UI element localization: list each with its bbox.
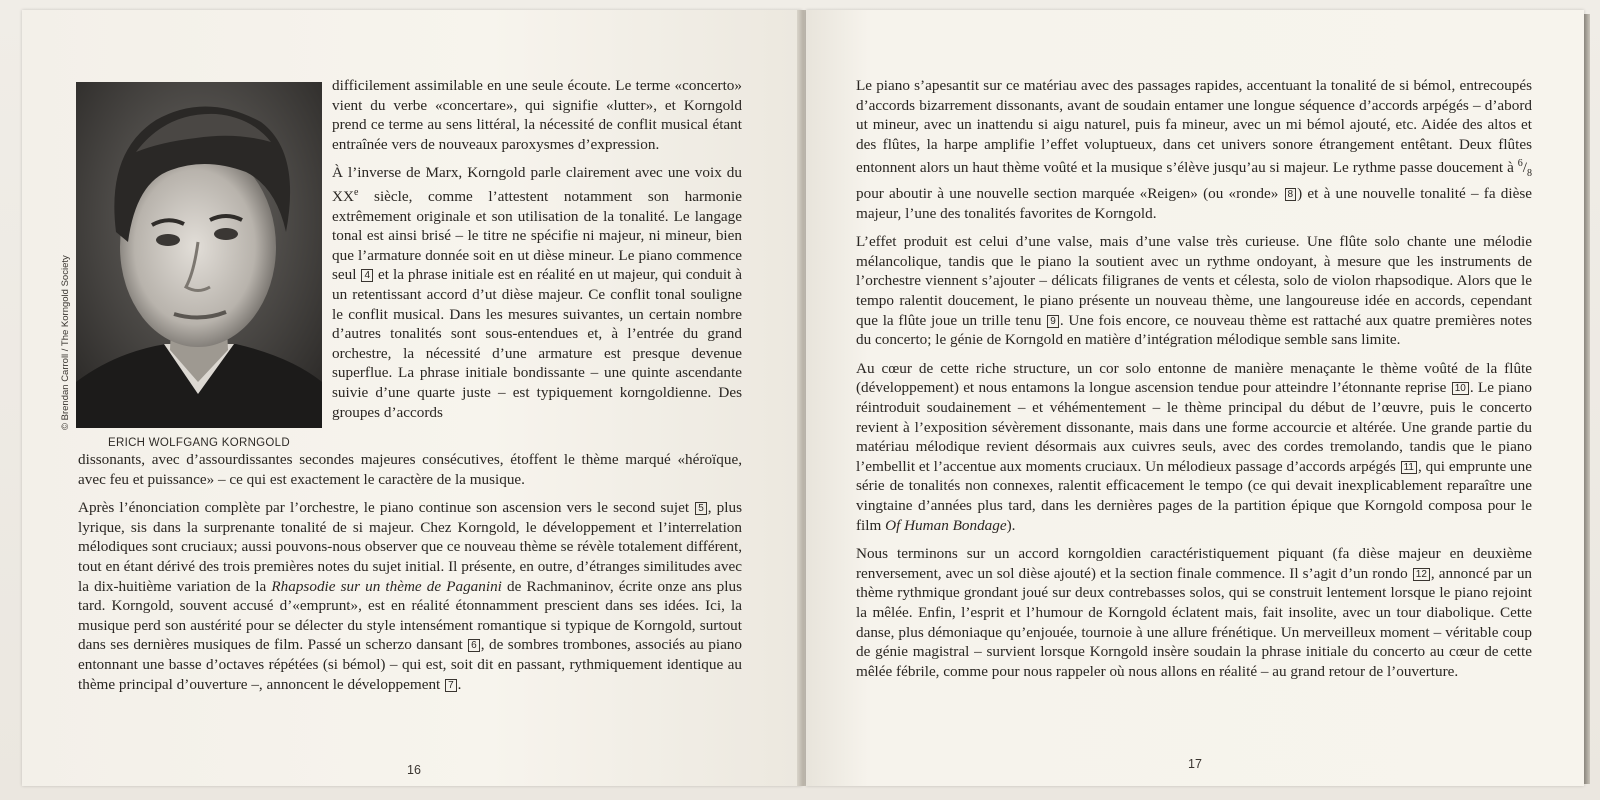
photo-caption: ERICH WOLFGANG KORNGOLD [108,437,290,449]
page-number: 16 [407,763,421,777]
paragraph: L’effet produit est celui d’une valse, mais d’une valse très curieuse. Une flûte solo chante une mélodie mélancolique, tandis que le piano la soutient avec un rythme ondoyant, à mesure que les instruments de l’orchestre viennent s’ajouter – délicats filigranes de vents et célesta, solo de violon rhapsodique. Alors que le tempo ralentit doucement, le piano présente un nouveau thème, une langoureuse idée en accords, cependant que la flûte joue un trille tenu 9 . Une fois encore, ce nouveau thème est rattaché aux quatre premières notes du concerto; le génie de Korngold en matière d’intégration mélodique semble sans limite. [856,233,1533,349]
booklet-spread: © Brendan Carroll / The Korngold Society ERICH WOLFGANG KORNGOLD difficilement assimilable en une seule écoute. Le terme «concerto» vient du verbe «concertare», qui signifie «lutter», et Korngold prend ce terme au sens littéral, la nécessité de conflit musical étant entraînée vers de nouveaux paroxysmes d’expression. À l’inverse de Marx, Korngold parle clairement avec une voix du XXe siècle, comme l’attestent notamment son harmonie extrêmement originale et son utilisation de la tonalité. Le langage tonal est ainsi brisé – le titre ne spécifie ni majeur, ni mineur, bien que l’armature donnée soit en ut dièse mineur. Le piano commence seul 4 et la phrase initiale est en réalité en ut majeur, qui conduit à un retentissant accord d’ut dièse majeur. Ce conflit tonal souligne le conflit musical. Dans les mesures suivantes, un certain nombre d’autres tonalités sont sous-entendues et, à l’entrée du grand orchestre, la nécessité d’une armature est presque devenue superflue. La phrase initiale bondissante – une quinte ascendante suivie d’une quarte juste – est typiquement korngoldienne. Des groupes d’accords dissonants, avec d’assourdissantes secondes majeures consécutives, étoffent le thème marqué «héroïque, avec feu et puissance» – ce qui est exactement le caractère de la musique. Après l’énonciation complète par l’orchestre, le piano continue son ascension vers le second sujet 5 , plus lyrique, sis dans la surprenante tonalité de si majeur. Chez Korngold, le développement et l’interrelation mélodiques sont cruciaux; aussi pouvons-nous observer que ce nouveau thème se révèle totalement différent, tout en étant dérivé des trois premières notes du sujet initial. Il présente, en outre, d’étranges similitudes avec la dix-huitième variation de la Rhapsodie sur un thème de Paganini de Rachmaninov, écrite onze ans plus tard. Korngold, souvent accusé d’«emprunt», est en réalité étonnamment prescient dans ses idées. Ici, la musique perd son austérité pour se délecter du style intensément romantique si typique de Korngold, surtout dans ses dernières musiques de film. Passé un scherzo dansant 6 , de sombres trombones, associés au piano entonnant une basse d’octaves répétées (si bémol) – qui est, soit dit en passant, rythmiquement identique au thème principal d’ouverture –, annoncent le développement 7 . 16 Le piano s’apesantit sur ce matériau avec des passages rapides, accentuant la tonalité de si bémol, entrecoupés d’accords bizarrement dissonants, avant de soudain entamer une longue séquence d’accords arpégés – d’abord ut mineur, avec un inattendu si aigu naturel, puis fa mineur, avec un mi bémol ajouté, etc. Aidée des altos et des flûtes, la harpe amplifie l’effet voluptueux, dans cet univers sonore étrangement entêtant. Deux flûtes entonnent alors un haut thème voûté et la musique s’élève jusqu’au si majeur. Le rythme passe doucement à $^6/_8$ pour aboutir à une nouvelle section marquée «Reigen» (ou «ronde» 8 ) et à une nouvelle tonalité – fa dièse majeur, l’une des tonalités favorites de Korngold. L’effet produit est celui d’une valse, mais d’une valse très curieuse. Une flûte solo chante une mélodie mélancolique, tandis que le piano la soutient avec un rythme ondoyant, à mesure que les instruments de l’orchestre viennent s’ajouter – délicats filigranes de vents et célesta, solo de violon rhapsodique. Alors que le tempo ralentit doucement, le piano présente un nouveau thème, une langoureuse idée en accords, cependant que la flûte joue un trille tenu 9 . Une fois encore, ce nouveau thème est rattaché aux quatre premières notes du concerto; le génie de Korngold en matière d’intégration mélodique semble sans limite. Au cœur de cette riche structure, un cor solo entonne de manière menaçante le thème voûté de la flûte (développement) et nous entamons la longue ascension tendue pour atteindre l’étonnante reprise 10 . Le piano réintroduit soudainement – et véhémentement – le thème principal du début de l’œuvre, puis le concerto revient à l’exposition sévèrement dissonante, mais dans une forme accourcie et altérée. Une grande partie du matériau mélodique revient désormais aux cuivres seuls, avec des cordes tremolando, tandis que le piano l’embellit et l’accentue aux moments cruciaux. Un mélodieux passage d’accords arpégés 11 , qui emprunte une série de tonalités non connexes, ralentit efficacement le tempo (ce qui devait inexplicablement reparaître une vingtaine d’années plus tard, dans les dernières pages de la partition épique que Korngold composa pour le film Of Human Bondage). Nous terminons sur un accord korngoldien caractéristiquement piquant (fa dièse majeur en deuxième renversement, avec un sol dièse ajouté) et la section finale commence. Il s’agit d’un rondo 12 , annoncé par un thème rythmique grondant joué sur deux contrebasses solos, qui se construit lentement lorsque le piano rejoint la mêlée. Enfin, l’esprit et l’humour de Korngold éclatent mais, fait insolite, avec un tour diabolique. Cette danse, plus démoniaque qu’enjouée, tournoie à une allure frénétique. Un merveilleux moment – véritable coup de génie magistral – survient lorsque Korngold insère soudain la phrase initiale du concerto au cœur de cette mêlée fébrile, comme pour nous rappeler où nous allons en réalité – au grand retour de l’ouverture. 17 [0,0,1600,800]
track-marker: 5 [695,502,707,515]
paragraph: Après l’énonciation complète par l’orchestre, le piano continue son ascension vers le second sujet 5 , plus lyrique, sis dans la surprenante tonalité de si majeur. Chez Korngold, le développement et l’interrelation mélodiques sont cruciaux; aussi pouvons-nous observer que ce nouveau thème se révèle totalement différent, tout en étant dérivé des trois premières notes du sujet initial. Il présente, en outre, d’étranges similitudes avec la dix-huitième variation de la Rhapsodie sur un thème de Paganini de Rachmaninov, écrite onze ans plus tard. Korngold, souvent accusé d’«emprunt», est en réalité étonnamment prescient dans ses idées. Ici, la musique perd son austérité pour se délecter du style intensément romantique si typique de Korngold, surtout dans ses dernières musiques de film. Passé un scherzo dansant 6 , de sombres trombones, associés au piano entonnant une basse d’octaves répétées (si bémol) – qui est, soit dit en passant, rythmiquement identique au thème principal d’ouverture –, annoncent le développement 7 . [78,499,742,693]
page-edge [1584,14,1590,784]
track-marker: 7 [445,679,457,692]
track-marker: 10 [1452,382,1469,395]
left-column-text [332,76,742,422]
paragraph: Au cœur de cette riche structure, un cor solo entonne de manière menaçante le thème voûté de la flûte (développement) et nous entamons la longue ascension tendue pour atteindre l’étonnante reprise 10 . Le piano réintroduit soudainement – et véhémentement – le thème principal du début de l’œuvre, puis le concerto revient à l’exposition sévèrement dissonante, mais dans une forme accourcie et altérée. Une grande partie du matériau mélodique revient désormais aux cuivres seuls, avec des cordes tremolando, tandis que le piano l’embellit et l’accentue aux moments cruciaux. Un mélodieux passage d’accords arpégés 11 , qui emprunte une série de tonalités non connexes, ralentit efficacement le tempo (ce qui devait inexplicablement reparaître une vingtaine d’années plus tard, dans les dernières pages de la partition épique que Korngold composa pour le film Of Human Bondage). [856,359,1532,534]
portrait-photo [76,82,322,428]
track-marker: 12 [1413,568,1430,581]
page-number: 17 [1188,757,1202,771]
track-marker: 11 [1401,461,1417,474]
paragraph: difficilement assimilable en une seule écoute. Le terme «concerto» vient du verbe «concertare», qui signifie «lutter», et Korngold prend ce terme au sens littéral, la nécessité de conflit musical étant entraînée vers de nouveaux paroxysmes d’expression. [332,77,742,153]
portrait-illustration [76,82,322,428]
track-marker: 6 [468,639,480,652]
paragraph: À l’inverse de Marx, Korngold parle clairement avec une voix du XXe siècle, comme l’attestent notamment son harmonie extrêmement originale et son utilisation de la tonalité. Le langage tonal est ainsi brisé – le titre ne spécifie ni majeur, ni mineur, bien que l’armature donnée soit en ut dièse mineur. Le piano commence seul 4 et la phrase initiale est en réalité en ut majeur, qui conduit à un retentissant accord d’ut dièse majeur. Ce conflit tonal souligne le conflit musical. Dans les mesures suivantes, un certain nombre d’autres tonalités sont sous-entendues et, à l’entrée du grand orchestre, la nécessité d’une armature est presque devenue superflue. La phrase initiale bondissante – une quinte ascendante suivie d’une quarte juste – est typiquement korngoldienne. Des groupes d’accords [332,164,742,421]
track-marker: 8 [1285,188,1297,201]
track-marker: 4 [361,269,373,282]
left-full-text [78,450,742,703]
right-column-text [856,76,1532,690]
track-marker: 9 [1047,315,1059,328]
paragraph: Le piano s’apesantit sur ce matériau avec des passages rapides, accentuant la tonalité de si bémol, entrecoupés d’accords bizarrement dissonants, avant de soudain entamer une longue séquence d’accords arpégés – d’abord ut mineur, avec un inattendu si aigu naturel, puis fa mineur, avec un mi bémol ajouté, etc. Aidée des altos et des flûtes, la harpe amplifie l’effet voluptueux, dans cet univers sonore étrangement entêtant. Deux flûtes entonnent alors un haut thème voûté et la musique s’élève jusqu’au si majeur. Le rythme passe doucement à $^6/_8$ pour aboutir à une nouvelle section marquée «Reigen» (ou «ronde» 8 ) et à une nouvelle tonalité – fa dièse majeur, l’une des tonalités favorites de Korngold. [856,77,1532,222]
paragraph: Nous terminons sur un accord korngoldien caractéristiquement piquant (fa dièse majeur en deuxième renversement, avec un sol dièse ajouté) et la section finale commence. Il s’agit d’un rondo 12 , annoncé par un thème rythmique grondant joué sur deux contrebasses solos, qui se construit lentement lorsque le piano rejoint la mêlée. Enfin, l’esprit et l’humour de Korngold éclatent mais, fait insolite, avec un tour diabolique. Cette danse, plus démoniaque qu’enjouée, tournoie à une allure frénétique. Un merveilleux moment – véritable coup de génie magistral – survient lorsque Korngold insère soudain la phrase initiale du concerto au cœur de cette mêlée fébrile, comme pour nous rappeler où nous allons en réalité – au grand retour de l’ouverture. [856,545,1533,680]
paragraph: dissonants, avec d’assourdissantes secondes majeures consécutives, étoffent le thème marqué «héroïque, avec feu et puissance» – ce qui est exactement le caractère de la musique. [78,451,742,488]
